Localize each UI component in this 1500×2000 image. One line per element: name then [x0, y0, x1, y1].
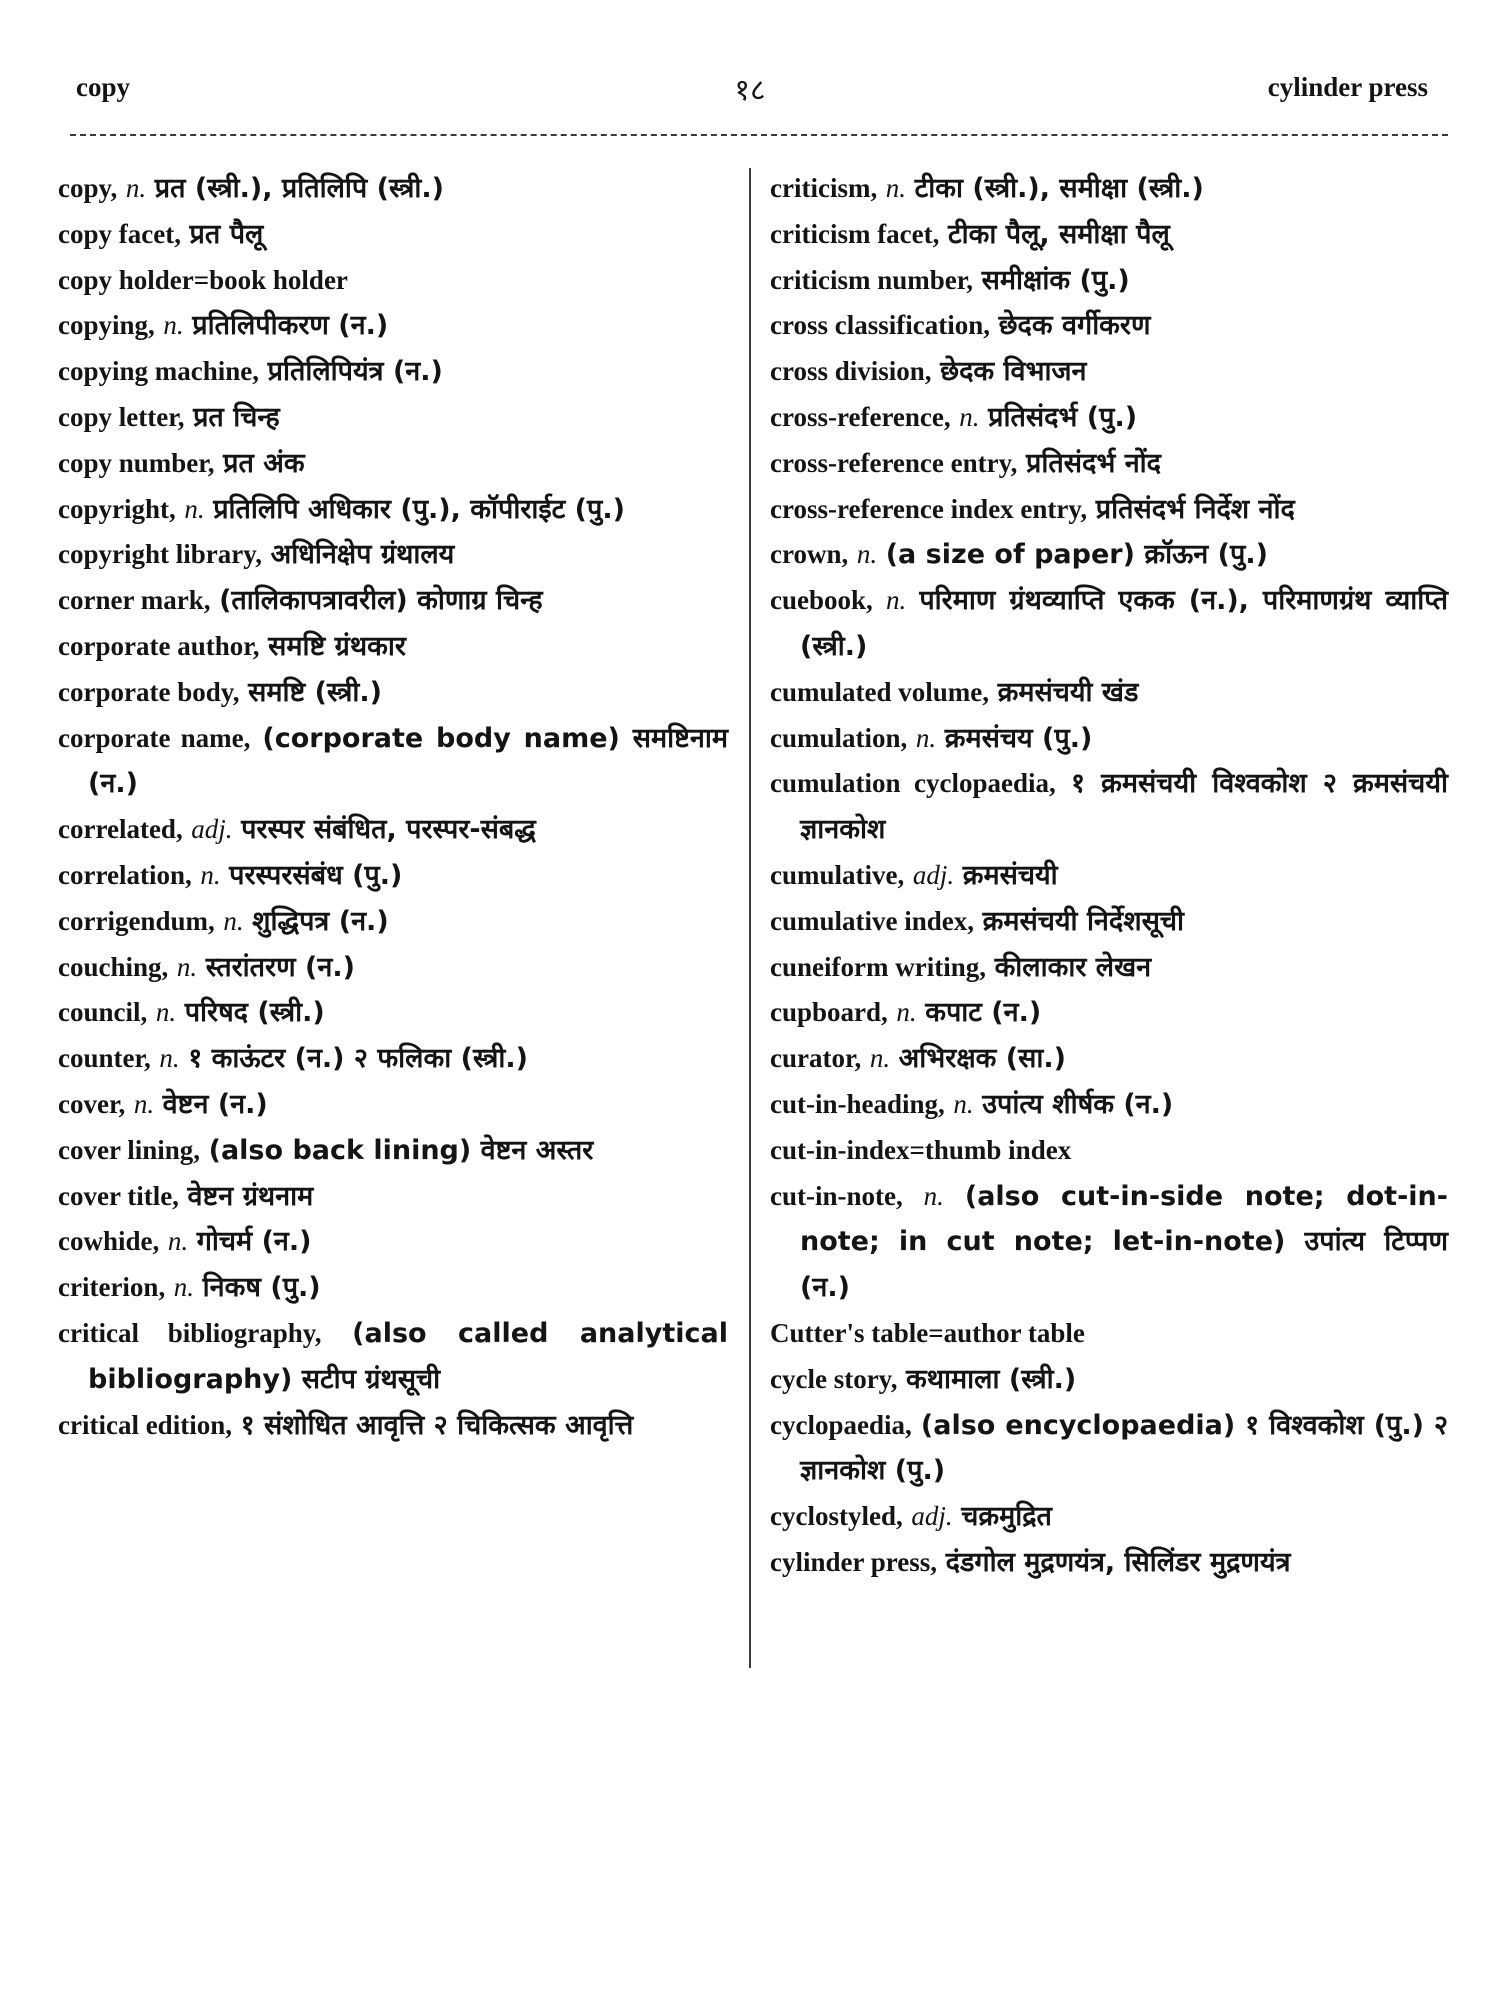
entry-headword: Cutter's table=author table	[770, 1317, 1085, 1348]
entry-definition: अधिनिक्षेप ग्रंथालय	[270, 539, 455, 571]
entry-definition: समष्टि ग्रंथकार	[268, 630, 406, 662]
entry-definition: दंडगोल मुद्रणयंत्र, सिलिंडर मुद्रणयंत्र	[945, 1546, 1291, 1578]
entry-headword: critical bibliography,	[58, 1317, 322, 1348]
dictionary-entry	[770, 1311, 1448, 1357]
entry-part-of-speech: n.	[885, 173, 907, 203]
dictionary-entry	[770, 487, 1448, 533]
page-number: १८	[734, 73, 766, 108]
dictionary-entry	[770, 303, 1448, 349]
entry-part-of-speech: n.	[223, 905, 244, 936]
entry-definition: चक्रमुद्रित	[961, 1501, 1052, 1533]
entry-definition: टीका पैलू, समीक्षा पैलू	[948, 218, 1170, 250]
dictionary-entry	[770, 349, 1448, 395]
entry-headword: cuebook,	[770, 585, 873, 616]
entry-definition: प्रत पैलू	[189, 218, 264, 250]
running-head	[72, 72, 1428, 112]
entry-headword: cut-in-heading,	[770, 1088, 945, 1119]
entry-definition: कीलाकार लेखन	[994, 951, 1152, 983]
entry-headword: cylinder press,	[770, 1546, 938, 1577]
entry-part-of-speech: n.	[923, 1180, 944, 1211]
dictionary-entry	[770, 1403, 1448, 1495]
dictionary-entry	[58, 1219, 728, 1265]
entry-headword: criterion,	[58, 1272, 166, 1303]
dictionary-entry	[770, 212, 1448, 258]
entry-definition: (also called analytical bibliography) सटीप ग्रंथसूची	[88, 1317, 728, 1395]
left-column	[58, 166, 728, 1448]
dictionary-entry	[58, 578, 728, 624]
dictionary-entry	[58, 1174, 728, 1220]
entry-part-of-speech: n.	[173, 1272, 195, 1303]
dictionary-entry	[770, 578, 1448, 670]
entry-headword: cupboard,	[770, 997, 888, 1028]
entry-headword: cumulation,	[770, 722, 908, 753]
entry-headword: critical edition,	[58, 1409, 232, 1440]
entry-definition: शुद्धिपत्र (न.)	[252, 905, 389, 937]
entry-headword: cumulated volume,	[770, 676, 989, 707]
entry-definition: स्तरांतरण (न.)	[205, 951, 355, 983]
dictionary-entry	[58, 441, 728, 487]
entry-part-of-speech: n.	[125, 173, 147, 203]
entry-headword: copying,	[58, 310, 155, 341]
entry-definition: निकष (पु.)	[202, 1272, 321, 1304]
entry-part-of-speech: n.	[200, 859, 221, 890]
entry-headword: criticism facet,	[770, 218, 940, 249]
entry-headword: correlation,	[58, 859, 192, 890]
entry-definition: परिमाण ग्रंथव्याप्ति एकक (न.), परिमाणग्रंथ व्याप्ति (स्त्री.)	[800, 585, 1448, 662]
dictionary-entry	[770, 761, 1448, 853]
entry-headword: copyright library,	[58, 539, 262, 570]
dictionary-entry	[770, 945, 1448, 991]
dictionary-entry	[58, 1403, 728, 1449]
entry-headword: cover lining,	[58, 1134, 201, 1165]
entry-definition: १ संशोधित आवृत्ति २ चिकित्सक आवृत्ति	[240, 1409, 634, 1441]
entry-definition: प्रतिसंदर्भ निर्देश नोंद	[1095, 493, 1295, 525]
entry-headword: copyright,	[58, 493, 176, 524]
entry-headword: cross classification,	[770, 310, 990, 341]
entry-headword: cross-reference entry,	[770, 447, 1018, 478]
dictionary-entry	[58, 258, 728, 304]
dictionary-entry	[58, 716, 728, 808]
dictionary-entry	[58, 212, 728, 258]
entry-headword: copy holder=book holder	[58, 264, 348, 295]
entry-headword: cross division,	[770, 356, 932, 387]
entry-headword: cumulative,	[770, 859, 905, 890]
entry-headword: cowhide,	[58, 1226, 160, 1257]
entry-definition: प्रतिसंदर्भ (पु.)	[988, 401, 1138, 433]
entry-part-of-speech: n.	[915, 722, 937, 753]
entry-definition: (also cut-in-side note; dot-in-note; in cut note; let-in-note) उपांत्य टिप्पण (न.)	[800, 1180, 1448, 1304]
entry-definition: (तालिकापत्रावरील) कोणाग्र चिन्ह	[219, 585, 543, 617]
entry-headword: cut-in-index=thumb index	[770, 1134, 1072, 1165]
entry-headword: corporate body,	[58, 676, 240, 707]
header-rule	[70, 134, 1448, 136]
entry-definition: परस्पर संबंधित, परस्पर-संबद्ध	[241, 814, 536, 846]
entry-headword: corporate name,	[58, 722, 251, 753]
entry-part-of-speech: n.	[959, 401, 980, 432]
entry-definition: प्रत अंक	[223, 447, 305, 479]
dictionary-entry	[770, 853, 1448, 899]
entry-headword: criticism number,	[770, 264, 973, 295]
entry-part-of-speech: n.	[184, 493, 205, 524]
entry-headword: counter,	[58, 1043, 151, 1074]
entry-headword: cycle story,	[770, 1363, 898, 1394]
dictionary-entry	[58, 349, 728, 395]
entry-part-of-speech: n.	[885, 585, 907, 616]
entry-definition: प्रतिसंदर्भ नोंद	[1025, 447, 1162, 479]
entry-definition: प्रतिलिपियंत्र (न.)	[267, 356, 443, 388]
entry-definition: अभिरक्षक (सा.)	[898, 1043, 1066, 1075]
entry-definition: १ काऊंटर (न.) २ फलिका (स्त्री.)	[188, 1043, 528, 1075]
entry-headword: cuneiform writing,	[770, 951, 986, 982]
dictionary-entry	[58, 1128, 728, 1174]
entry-definition: प्रतिलिपीकरण (न.)	[192, 310, 389, 342]
entry-definition: समष्टि (स्त्री.)	[248, 676, 382, 708]
entry-headword: curator,	[770, 1043, 862, 1074]
entry-headword: cyclopaedia,	[770, 1409, 912, 1440]
entry-part-of-speech: n.	[133, 1088, 155, 1119]
entry-definition: गोचर्म (न.)	[196, 1226, 312, 1258]
entry-headword: correlated,	[58, 814, 183, 845]
dictionary-entry	[58, 807, 728, 853]
entry-headword: copy facet,	[58, 218, 181, 249]
dictionary-entry	[58, 1036, 728, 1082]
entry-definition: छेदक वर्गीकरण	[998, 310, 1151, 342]
dictionary-entry	[770, 1540, 1448, 1586]
dictionary-entry	[58, 532, 728, 578]
dictionary-entry	[770, 166, 1448, 212]
entry-headword: cross-reference index entry,	[770, 493, 1088, 524]
entry-headword: cut-in-note,	[770, 1180, 903, 1211]
entry-headword: cumulation cyclopaedia,	[770, 768, 1056, 799]
dictionary-entry	[58, 1082, 728, 1128]
entry-definition: १ क्रमसंचयी विश्वकोश २ क्रमसंचयी ज्ञानकोश	[800, 768, 1448, 846]
dictionary-entry	[58, 945, 728, 991]
entry-definition: क्रमसंचयी खंड	[997, 676, 1139, 708]
dictionary-entry	[770, 716, 1448, 762]
entry-part-of-speech: n.	[953, 1088, 974, 1119]
entry-part-of-speech: adj.	[912, 859, 955, 890]
dictionary-entry	[58, 853, 728, 899]
entry-headword: criticism,	[770, 173, 878, 203]
entry-part-of-speech: n.	[869, 1043, 891, 1074]
entry-headword: corporate author,	[58, 630, 260, 661]
dictionary-entry	[58, 487, 728, 533]
dictionary-entry	[770, 1174, 1448, 1311]
entry-headword: couching,	[58, 951, 169, 982]
entry-definition: प्रत (स्त्री.), प्रतिलिपि (स्त्री.)	[154, 173, 444, 204]
entry-definition: क्रमसंचय (पु.)	[944, 722, 1093, 754]
entry-headword: cover,	[58, 1088, 126, 1119]
dictionary-entry	[58, 899, 728, 945]
entry-definition: वेष्टन ग्रंथनाम	[187, 1180, 314, 1212]
entry-definition: (also encyclopaedia) १ विश्वकोश (पु.) २ ज्ञानकोश (पु.)	[800, 1409, 1448, 1487]
entry-part-of-speech: n.	[167, 1226, 189, 1257]
entry-part-of-speech: n.	[176, 951, 198, 982]
dictionary-entry	[58, 1311, 728, 1403]
dictionary-entry	[58, 624, 728, 670]
dictionary-entry	[58, 166, 728, 212]
entry-definition: कपाट (न.)	[925, 997, 1042, 1029]
entry-definition: परिषद (स्त्री.)	[184, 997, 325, 1029]
dictionary-entry	[770, 670, 1448, 716]
entry-headword: corner mark,	[58, 585, 211, 616]
entry-definition: (corporate body name) समष्टिनाम (न.)	[88, 722, 728, 800]
entry-definition: समीक्षांक (पु.)	[981, 264, 1130, 296]
entry-headword: copying machine,	[58, 356, 260, 387]
entry-definition: प्रतिलिपि अधिकार (पु.), कॉपीराईट (पु.)	[213, 493, 625, 525]
entry-part-of-speech: n.	[896, 997, 917, 1028]
dictionary-entry	[770, 990, 1448, 1036]
dictionary-entry	[58, 670, 728, 716]
entry-definition: टीका (स्त्री.), समीक्षा (स्त्री.)	[914, 173, 1204, 204]
entry-definition: वेष्टन (न.)	[162, 1088, 268, 1120]
dictionary-entry	[770, 1036, 1448, 1082]
entry-part-of-speech: n.	[163, 310, 184, 341]
dictionary-entry	[58, 303, 728, 349]
entry-part-of-speech: n.	[155, 997, 177, 1028]
entry-definition: (also back lining) वेष्टन अस्तर	[208, 1134, 594, 1166]
entry-headword: cross-reference,	[770, 401, 951, 432]
column-rule	[749, 168, 751, 1668]
entry-definition: उपांत्य शीर्षक (न.)	[982, 1088, 1174, 1120]
dictionary-entry	[770, 1128, 1448, 1174]
entry-definition: क्रमसंचयी निर्देशसूची	[982, 905, 1185, 937]
entry-definition: परस्परसंबंध (पु.)	[229, 859, 403, 891]
dictionary-entry	[58, 395, 728, 441]
dictionary-entry	[770, 441, 1448, 487]
entry-part-of-speech: adj.	[191, 814, 233, 845]
dictionary-entry	[770, 1357, 1448, 1403]
dictionary-entry	[770, 899, 1448, 945]
entry-part-of-speech: n.	[159, 1043, 180, 1074]
dictionary-entry	[770, 1082, 1448, 1128]
right-column	[770, 166, 1448, 1586]
dictionary-entry	[770, 1494, 1448, 1540]
dictionary-entry	[58, 990, 728, 1036]
entry-headword: council,	[58, 997, 148, 1028]
entry-headword: copy,	[58, 173, 118, 203]
entry-headword: cyclostyled,	[770, 1501, 903, 1532]
entry-definition: प्रत चिन्ह	[193, 401, 280, 433]
dictionary-entry	[770, 395, 1448, 441]
entry-definition: (a size of paper) क्रॉऊन (पु.)	[885, 539, 1268, 571]
entry-definition: कथामाला (स्त्री.)	[906, 1363, 1077, 1395]
guide-word-left: copy	[76, 72, 130, 102]
dictionary-entry	[770, 532, 1448, 578]
entry-part-of-speech: adj.	[911, 1501, 953, 1532]
entry-definition: क्रमसंचयी	[962, 859, 1058, 891]
guide-word-right: cylinder press	[1267, 72, 1428, 102]
entry-definition: छेदक विभाजन	[940, 356, 1087, 388]
entry-headword: cover title,	[58, 1180, 179, 1211]
entry-headword: copy letter,	[58, 401, 185, 432]
entry-headword: crown,	[770, 539, 849, 570]
entry-headword: corrigendum,	[58, 905, 215, 936]
entry-part-of-speech: n.	[856, 539, 878, 570]
dictionary-entry	[770, 258, 1448, 304]
entry-headword: cumulative index,	[770, 905, 975, 936]
entry-headword: copy number,	[58, 447, 215, 478]
dictionary-entry	[58, 1265, 728, 1311]
